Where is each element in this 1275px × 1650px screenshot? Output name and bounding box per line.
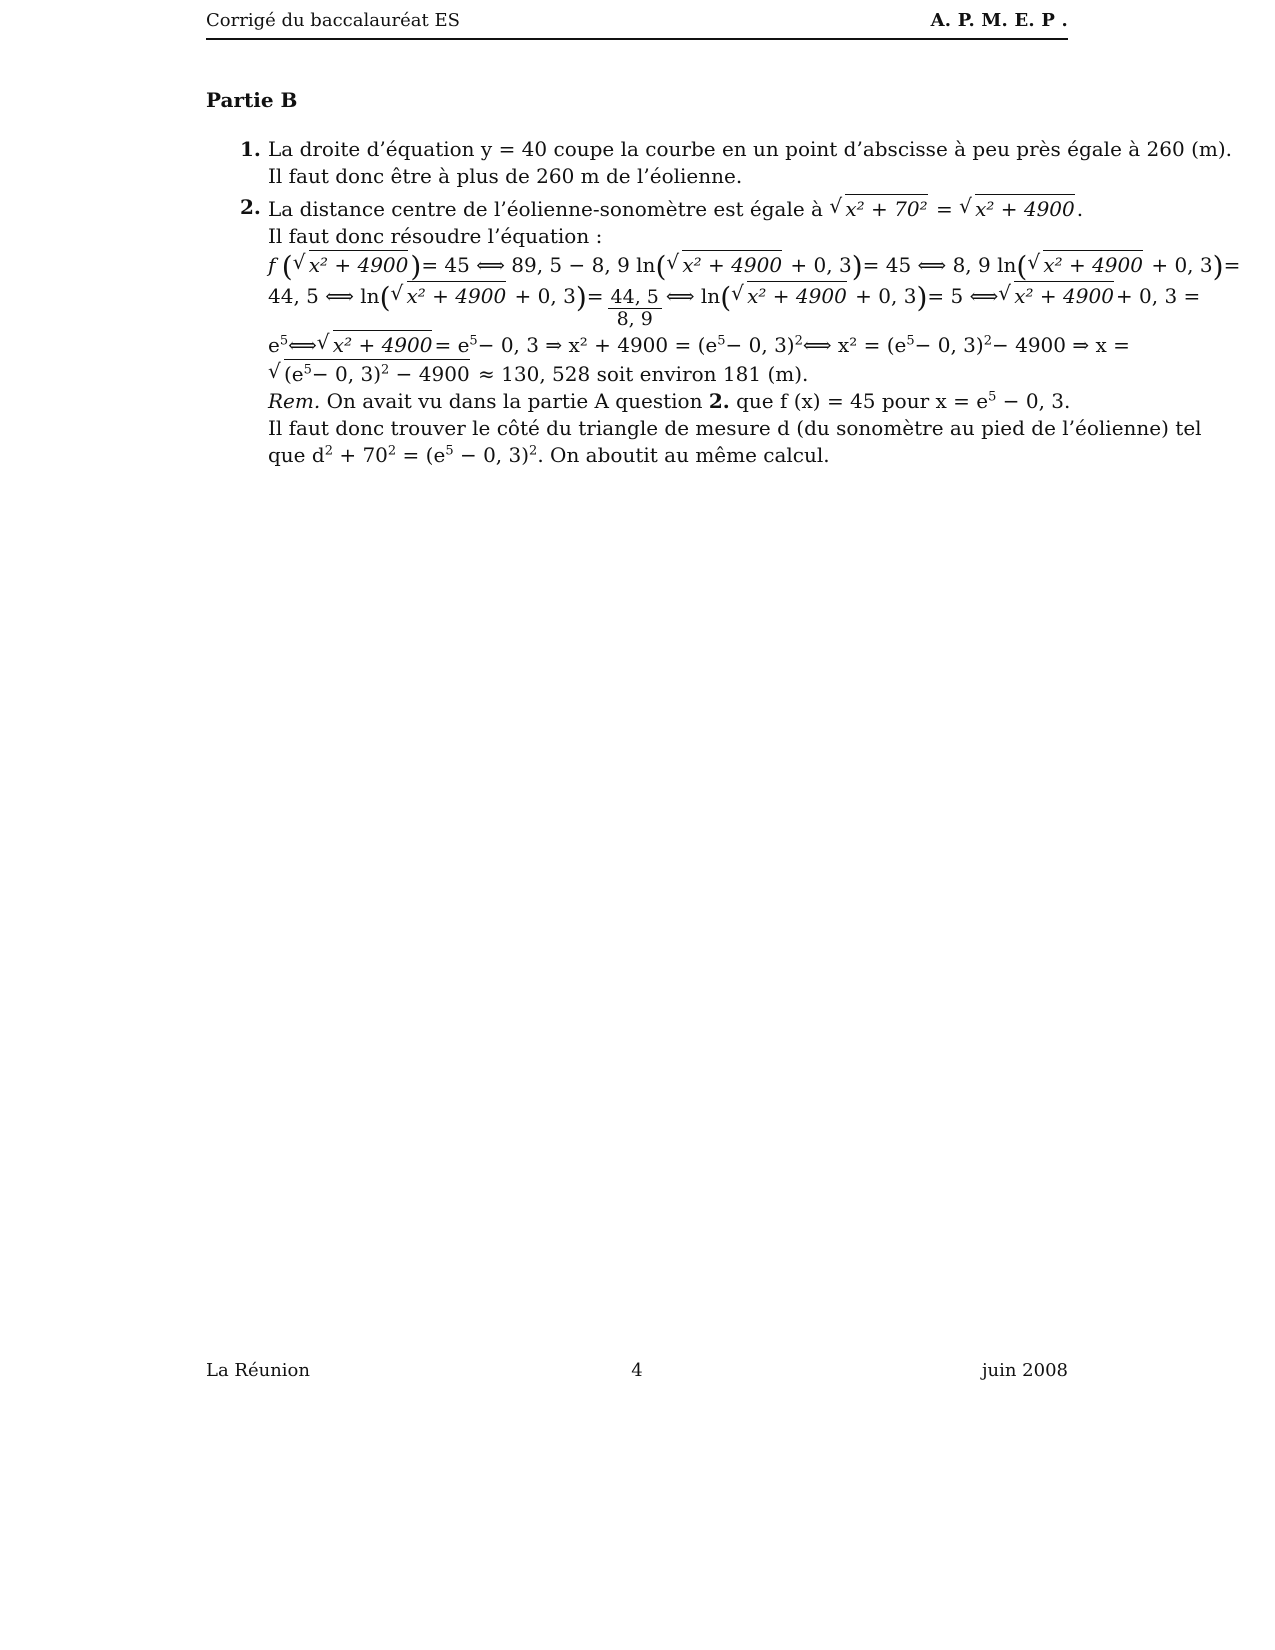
list-item-2: [240, 194, 1241, 469]
item-2-solve: Il faut donc résoudre l’équation :: [268, 224, 603, 248]
item-number: 1.: [240, 137, 261, 161]
sqrt-expression: √ x² + 4900: [959, 194, 1075, 223]
sqrt-expression: √ x² + 4900: [1027, 250, 1143, 279]
page-footer: [206, 1360, 1068, 1384]
header-title: Corrigé du baccalauréat ES: [206, 10, 460, 31]
footer-location: La Réunion: [206, 1360, 310, 1381]
sqrt-expression: √ x² + 4900: [317, 330, 433, 359]
final-line-1: Il faut donc trouver le côté du triangle de mesure d (du sonomètre au pied de l’éolienne) tel: [268, 415, 1202, 440]
sqrt-expression: √ x² + 4900: [391, 281, 507, 310]
equation-line-1: f (√ x² + 4900) = 45 ⟺ 89, 5 − 8, 9 ln (√ x² + 4900 + 0, 3) = 45 ⟺ 8, 9 ln (√ x² + 4900 + 0, 3) =: [268, 250, 1068, 281]
sqrt-expression: √ x² + 70²: [829, 194, 927, 223]
item-2-intro: La distance centre de l’éolienne-sonomètre est égale à √ x² + 70² = √ x² + 4900 .: [268, 194, 1068, 223]
sqrt-expression: √ x² + 4900: [666, 250, 782, 279]
item-1-line-1: La droite d’équation y = 40 coupe la courbe en un point d’abscisse à peu près égale à 260 (m).: [268, 137, 1233, 161]
equation-line-2: 44, 5 ⟺ ln (√ x² + 4900 + 0, 3) = $\frac{44, 5}{8, 9}$ ⟺ ln (√ x² + 4900 + 0, 3) = 5 ⟺ √ x² + 4900 + 0, 3 =: [268, 281, 1068, 330]
section-title: Partie B: [206, 88, 298, 112]
item-body: [268, 136, 1233, 190]
remark-line: Rem. On avait vu dans la partie A question 2. que f (x) = 45 pour $x = e^5 - 0$, 3.: [268, 388, 1071, 413]
list-item-1: [240, 136, 1233, 190]
item-body: [268, 194, 1241, 469]
equation-line-3: $e^5$ ⟺ √ x² + 4900 = $e^5$ − 0, 3 ⇒ $x^2 + 4900 = (e^5$ − 0, 3)$^2$ ⟺ $x^2 = (e^5$ − 0, 3)$^2$ − 4900 ⇒ x =: [268, 330, 1068, 359]
footer-date: juin 2008: [981, 1360, 1068, 1381]
sqrt-expression: √ x² + 4900: [293, 250, 409, 279]
final-line-2: que $d^2 + 70^2 = (e^5 - 0$, 3)$^2$. On aboutit au même calcul.: [268, 442, 830, 467]
header-brand: A. P. M. E. P .: [930, 10, 1068, 31]
page-header: [206, 10, 1068, 40]
item-number: 2.: [240, 195, 261, 219]
sqrt-expression: √ x² + 4900: [998, 281, 1114, 310]
sqrt-expression: √ x² + 4900: [731, 281, 847, 310]
fraction: $\frac{44, 5}{8, 9}$: [608, 287, 662, 330]
sqrt-expression: √ ($e^5- 0$, 3)$^2$ − 4900: [268, 359, 470, 388]
content-body: [240, 136, 1241, 473]
page-number: 4: [631, 1360, 643, 1381]
item-1-line-2: Il faut donc être à plus de 260 m de l’éolienne.: [268, 164, 743, 188]
equation-line-4: √ ($e^5- 0$, 3)$^2$ − 4900 ≈ 130, 528 soit environ 181 (m).: [268, 359, 1068, 388]
